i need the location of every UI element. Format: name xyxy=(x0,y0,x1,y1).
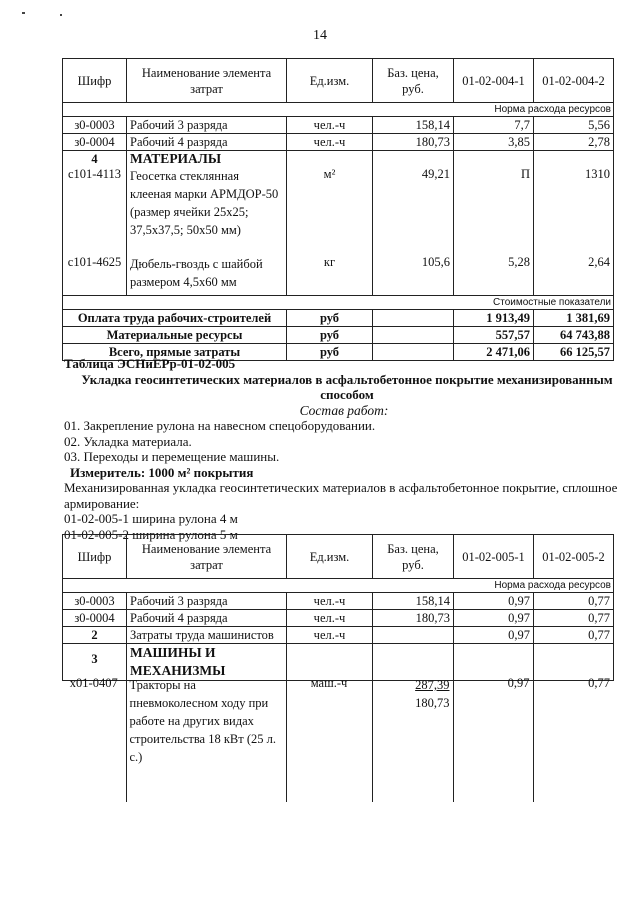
resource-table-1 xyxy=(62,58,614,361)
row-code: з0-0003 xyxy=(63,593,127,610)
header-col2: 01-02-004-2 xyxy=(534,59,614,103)
work-item: 03. Переходы и перемещение машины. xyxy=(64,449,280,464)
work-item: 01. Закрепление рулона на навесном спецоборудовании. xyxy=(64,418,376,433)
row-value-1: 0,97 xyxy=(454,610,534,627)
variant: 01-02-005-1 ширина рулона 4 м xyxy=(64,511,238,526)
machinist-code: 2 xyxy=(63,627,127,644)
row-code: с101-4113 xyxy=(63,167,127,255)
row-code: з0-0004 xyxy=(63,134,127,151)
row-unit: м² xyxy=(287,167,373,255)
table-title: Таблица ЭСНиЕРр-01-02-005 xyxy=(64,356,236,371)
cost-row-name: Всего, прямые затраты xyxy=(63,343,287,360)
header-col1: 01-02-005-1 xyxy=(454,535,534,579)
section-block xyxy=(64,356,624,542)
materials-title: МАТЕРИАЛЫ xyxy=(127,151,287,168)
header-price: Баз. цена, руб. xyxy=(373,59,454,103)
row-unit: кг xyxy=(287,255,373,295)
cost-row-name: Оплата труда рабочих-строителей xyxy=(63,309,287,326)
row-value-1: 5,28 xyxy=(454,255,534,295)
row-name: Геосетка стеклянная клееная марки АРМДОР-50 (размер ячейки 25х25; 37,5х37,5; 50х50 мм) xyxy=(127,167,287,255)
machinist-name: Затраты труда машинистов xyxy=(127,627,287,644)
header-shifr: Шифр xyxy=(63,535,127,579)
row-value-2: 1310 xyxy=(534,167,614,255)
header-price: Баз. цена, руб. xyxy=(373,535,454,579)
row-price-cell xyxy=(372,676,453,802)
cost-row-value-2: 1 381,69 xyxy=(534,309,614,326)
cost-row-value-1: 1 913,49 xyxy=(454,309,534,326)
row-code: з0-0003 xyxy=(63,117,127,134)
row-value-2: 0,77 xyxy=(533,676,613,802)
header-col1: 01-02-004-1 xyxy=(454,59,534,103)
row-unit: чел.-ч xyxy=(287,117,373,134)
header-shifr: Шифр xyxy=(63,59,127,103)
measure: Измеритель: 1000 м² покрытия xyxy=(70,464,254,480)
row-price-secondary: 180,73 xyxy=(415,696,450,710)
header-unit: Ед.изм. xyxy=(287,535,373,579)
cost-row-value-1: 2 471,06 xyxy=(454,343,534,360)
row-code: з0-0004 xyxy=(63,610,127,627)
row-name: Тракторы на пневмоколесном ходу при работе на других видах строительства 18 кВт (25 л. с.) xyxy=(126,676,286,802)
row-price: 49,21 xyxy=(373,167,454,255)
row-value-1: 0,97 xyxy=(453,676,533,802)
page-number: 14 xyxy=(313,28,327,43)
norm-header: Норма расхода ресурсов xyxy=(63,103,614,117)
row-value-2: 2,78 xyxy=(534,134,614,151)
work-heading: Состав работ: xyxy=(299,402,389,418)
row-value-2: 5,56 xyxy=(534,117,614,134)
description: Механизированная укладка геосинтетических материалов в асфальтобетонное покрытие, сплошное армирование: xyxy=(64,480,618,511)
row-name: Рабочий 4 разряда xyxy=(127,610,287,627)
row-unit: чел.-ч xyxy=(287,610,373,627)
cost-header: Стоимостные показатели xyxy=(63,295,614,309)
variant: 01-02-005-2 ширина рулона 5 м xyxy=(64,526,238,542)
row-value-1: 0,97 xyxy=(454,593,534,610)
cost-row-unit: руб xyxy=(287,326,373,343)
machines-continuation xyxy=(62,676,613,802)
row-price: 105,6 xyxy=(373,255,454,295)
scan-speck xyxy=(22,12,25,14)
row-value-1: 7,7 xyxy=(454,117,534,134)
row-unit: чел.-ч xyxy=(287,134,373,151)
machinist-value-2: 0,77 xyxy=(534,627,614,644)
cost-row-name: Материальные ресурсы xyxy=(63,326,287,343)
cost-row-value-1: 557,57 xyxy=(454,326,534,343)
row-name: Рабочий 3 разряда xyxy=(127,593,287,610)
machinist-value-1: 0,97 xyxy=(454,627,534,644)
row-name: Дюбель-гвоздь с шайбой размером 4,5х60 мм xyxy=(127,255,287,295)
cost-row-value-2: 66 125,57 xyxy=(534,343,614,360)
resource-table-2 xyxy=(62,534,614,681)
header-unit: Ед.изм. xyxy=(287,59,373,103)
row-unit: маш.-ч xyxy=(286,676,372,802)
header-name: Наименование элемента затрат xyxy=(127,59,287,103)
row-code: х01-0407 xyxy=(62,676,126,802)
row-code: с101-4625 xyxy=(63,255,127,295)
row-value-2: 0,77 xyxy=(534,610,614,627)
row-price: 287,39 xyxy=(415,678,450,692)
row-value-2: 0,77 xyxy=(534,593,614,610)
machines-title: МАШИНЫ И МЕХАНИЗМЫ xyxy=(127,644,287,681)
row-price: 158,14 xyxy=(373,117,454,134)
cost-row-unit: руб xyxy=(287,343,373,360)
norm-header: Норма расхода ресурсов xyxy=(63,579,614,593)
row-name: Рабочий 4 разряда xyxy=(127,134,287,151)
header-col2: 01-02-005-2 xyxy=(534,535,614,579)
header-name: Наименование элемента затрат xyxy=(127,535,287,579)
row-value-2: 2,64 xyxy=(534,255,614,295)
row-price: 180,73 xyxy=(373,610,454,627)
row-value-1: 3,85 xyxy=(454,134,534,151)
materials-number: 4 xyxy=(63,151,127,168)
cost-row-unit: руб xyxy=(287,309,373,326)
cost-row-value-2: 64 743,88 xyxy=(534,326,614,343)
section-subtitle: Укладка геосинтетических материалов в асфальтобетонное покрытие механизированным способом xyxy=(81,371,613,402)
row-name: Рабочий 3 разряда xyxy=(127,117,287,134)
machinist-unit: чел.-ч xyxy=(287,627,373,644)
row-price: 180,73 xyxy=(373,134,454,151)
row-value-1: П xyxy=(454,167,534,255)
row-price: 158,14 xyxy=(373,593,454,610)
row-unit: чел.-ч xyxy=(287,593,373,610)
machines-number: 3 xyxy=(63,644,127,681)
work-item: 02. Укладка материала. xyxy=(64,433,192,449)
scan-speck xyxy=(60,14,62,16)
